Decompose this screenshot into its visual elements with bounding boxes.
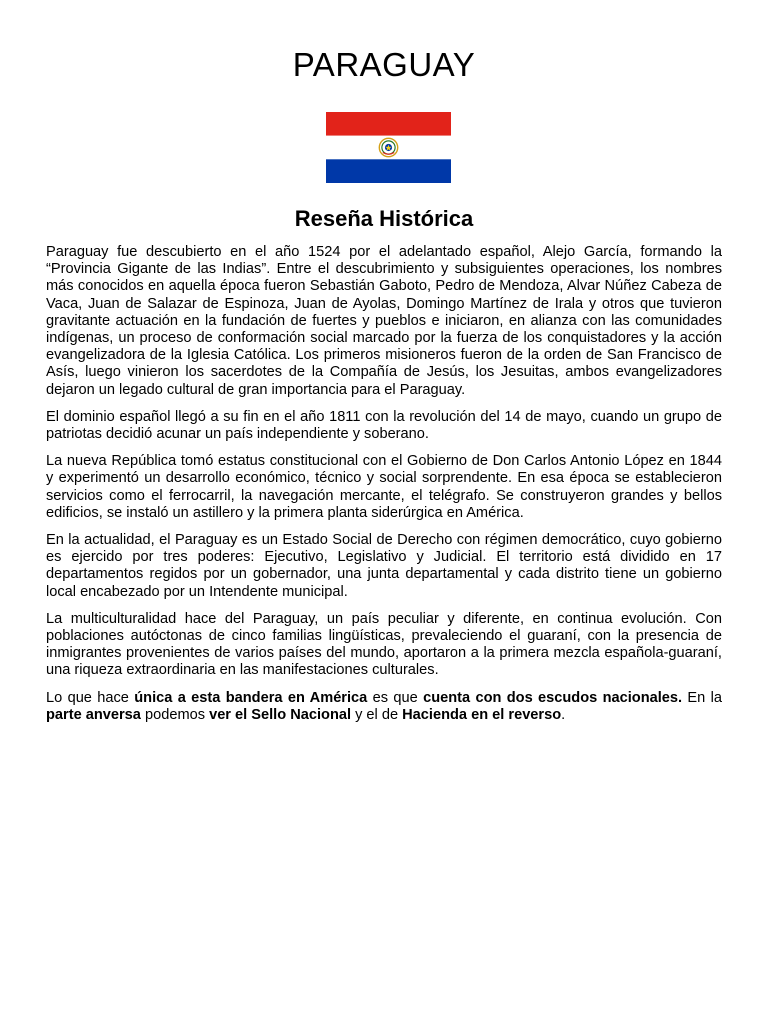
text-span: y el de — [351, 706, 403, 723]
document-title: PARAGUAY — [292, 46, 476, 83]
paraguay-flag — [326, 112, 451, 183]
flag-blue-stripe — [326, 159, 451, 183]
body-text — [46, 244, 722, 734]
text-span: Lo que hace — [46, 689, 135, 706]
text-span: En la — [682, 689, 722, 706]
national-seal-icon — [379, 138, 397, 156]
text-span: podemos — [140, 706, 210, 723]
bold-span: parte anversa — [46, 706, 141, 723]
bold-span: ver el Sello Nacional — [209, 706, 352, 723]
bold-span: cuenta con dos escudos nacionales. — [423, 689, 683, 706]
paragraph-multiculturalism: La multiculturalidad hace del Paraguay, un país peculiar y diferente, en continua evolución. Con poblaciones autóctonas de cinco familias lingüísticas, prevaleciendo el guaraní, con la presencia de inmigrantes provenientes de varios países del mundo, aportaron a la primera mezcla española-guaraní, una riqueza extraordinaria en las manifestaciones culturales. — [46, 610, 722, 679]
flag-red-stripe — [326, 112, 451, 136]
text-span: . — [561, 706, 566, 723]
section-heading: Reseña Histórica — [294, 206, 474, 231]
bold-span: Hacienda en el reverso — [402, 706, 562, 723]
paragraph-discovery: Paraguay fue descubierto en el año 1524 por el adelantado español, Alejo García, formando la “Provincia Gigante de las Indias”. Entre el descubrimiento y subsiguientes operaciones, los nombres más conocidos en aquella época fueron Sebastián Gaboto, Pedro de Mendoza, Alvar Núñez Cabeza de Vaca, Juan de Salazar de Espinoza, Juan de Ayolas, Domingo Martínez de Irala y otros que tuvieron gravitante actuación en la fundación de fuertes y pueblos e iniciaron, en alianza con las comunidades indígenas, un proceso de conformación social marcado por la fuerza de los conquistadores y la acción evangelizadora de la Iglesia Católica. Los primeros misioneros fueron de la orden de San Francisco de Asís, luego vinieron los sacerdotes de la Compañía de Jesús, los Jesuitas, ambos evangelizadores dejaron un legado cultural de gran importancia para el Paraguay. — [46, 244, 722, 398]
paragraph-independence: El dominio español llegó a su fin en el año 1811 con la revolución del 14 de mayo, cuando un grupo de patriotas decidió acunar un país independiente y soberano. — [46, 408, 722, 443]
paragraph-flag-uniqueness — [46, 690, 722, 724]
flag-graphic — [326, 112, 451, 183]
paragraph-government: En la actualidad, el Paraguay es un Estado Social de Derecho con régimen democrático, cuyo gobierno es ejercido por tres poderes: Ejecutivo, Legislativo y Judicial. El territorio está dividido en 17 departamentos regidos por un gobernador, una junta departamental y cada distrito tiene un gobierno local encabezado por un Intendente municipal. — [46, 532, 722, 600]
bold-span: única a esta bandera en América — [134, 689, 368, 706]
paragraph-republic: La nueva República tomó estatus constitucional con el Gobierno de Don Carlos Antonio López en 1844 y experimentó un desarrollo económico, técnico y social sorprendente. En esa época se establecieron servicios como el ferrocarril, la navegación mercante, el telégrafo. Se construyeron grandes y bellos edificios, se instaló un astillero y la primera planta siderúrgica en América. — [46, 453, 722, 521]
text-span: es que — [367, 689, 424, 706]
